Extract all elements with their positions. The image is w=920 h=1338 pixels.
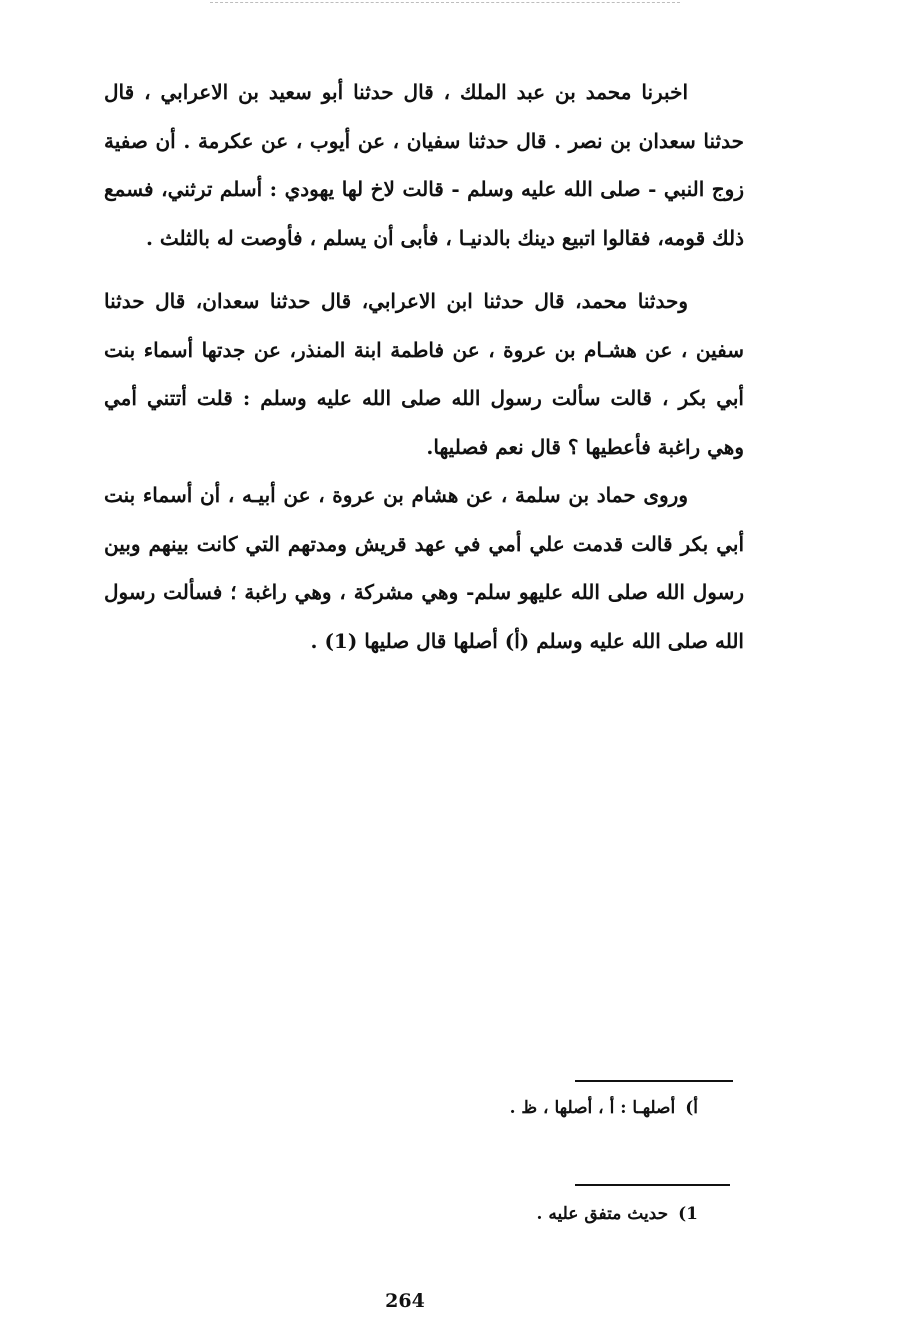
paragraph-3: وروى حماد بن سلمة ، عن هشام بن عروة ، عن أبيـه ، أن أسماء بنت أبي بكر قالت قدمت علي أمي في عهد قريش ومدتهم التي كانت بينهم وبين رسول الله صلى الله عليهو سلم- وهي مشركة ، وهي راغبة ؛ فسألت رسول الله صلى الله عليه وسلم (أ) أصلها قال صليها (1) . xyxy=(104,483,744,653)
page-number: 264 xyxy=(385,1290,425,1312)
footnote-rule-letter xyxy=(575,1080,733,1082)
footnote-letter xyxy=(510,1098,698,1118)
footnote-marker: أ) xyxy=(685,1098,698,1118)
top-edge-rule xyxy=(210,2,680,3)
footnote-rule-number xyxy=(575,1184,730,1186)
footnote-number xyxy=(537,1204,698,1224)
paragraph-2: وحدثنا محمد، قال حدثنا ابن الاعرابي، قال حدثنا سعدان، قال حدثنا سفين ، عن هشـام بن عروة ، عن فاطمة ابنة المنذر، عن جدتها أسماء بنت أبي بكر ، قالت سألت رسول الله صلى الله عليه وسلم : قلت أتتني أمي وهي راغبة فأعطيها ؟ قال نعم فصليها. xyxy=(104,289,744,459)
paragraph-1: اخبرنا محمد بن عبد الملك ، قال حدثنا أبو سعيد بن الاعرابي ، قال حدثنا سعدان بن نصر . قال حدثنا سفيان ، عن أيوب ، عن عكرمة . أن صفية زوج النبي - صلى الله عليه وسلم - قالت لاخ لها يهودي : أسلم ترثني، فسمع ذلك قومه، فقالوا اتبيع دينك بالدنيـا ، فأبى أن يسلم ، فأوصت له بالثلث . xyxy=(104,80,744,250)
main-text xyxy=(104,68,744,665)
footnote-text: حديث متفق عليه . xyxy=(536,1204,669,1224)
footnote-marker: 1) xyxy=(678,1204,698,1224)
footnote-text: أصلهـا : أ ، أصلها ، ظ . xyxy=(509,1098,676,1118)
